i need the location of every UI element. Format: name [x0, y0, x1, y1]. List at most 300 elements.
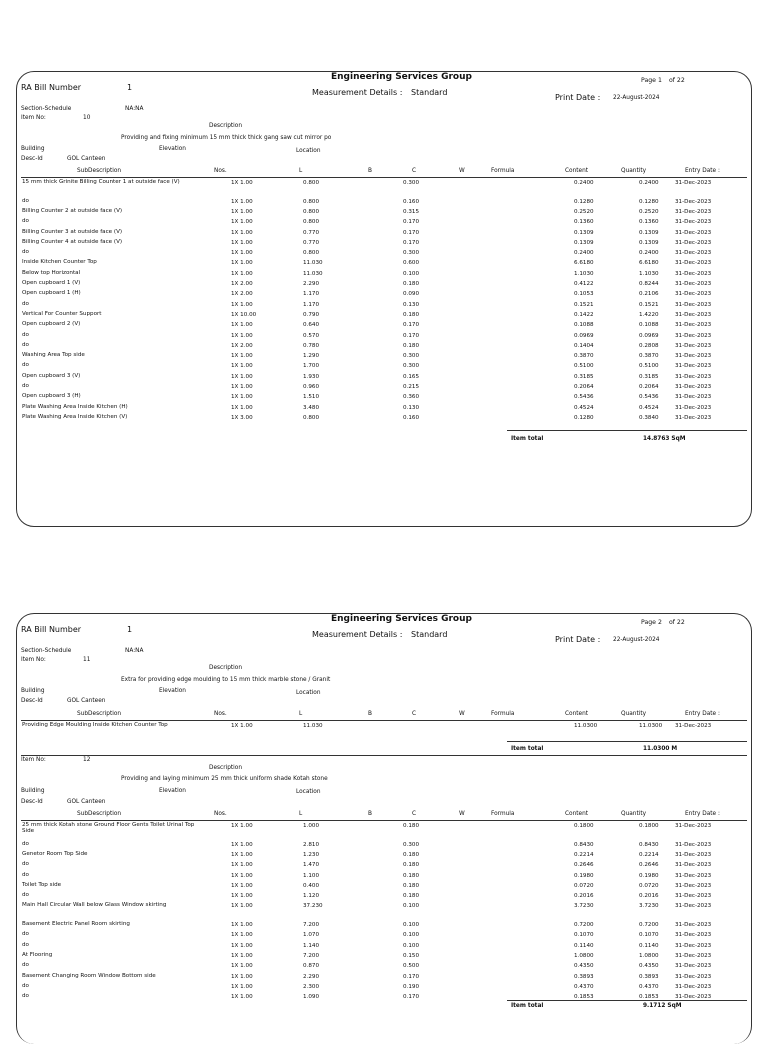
section-value: NA:NA [125, 106, 144, 112]
row-nos: 1X 1.00 [231, 942, 253, 949]
row-c: 0.300 [403, 841, 420, 848]
row-l: 0.870 [303, 963, 320, 970]
row-nos: 1X 1.00 [231, 872, 253, 879]
row-content: 0.1280 [574, 198, 594, 205]
col-formula: Formula [491, 811, 515, 817]
row-content: 0.4122 [574, 281, 594, 287]
row-content: 0.7200 [574, 922, 594, 928]
row-c: 0.180 [403, 872, 420, 879]
print-date-label: Print Date : [555, 93, 601, 102]
row-c: 0.315 [403, 208, 420, 215]
row-l: 1.170 [303, 291, 320, 298]
row-subdescription: do [22, 871, 29, 878]
row-subdescription: Basement Electric Panel Room skirting [22, 921, 130, 927]
page-number: Page 2 [641, 619, 662, 626]
col-quantity: Quantity [621, 711, 647, 717]
row-c: 0.180 [403, 851, 420, 858]
row-content: 0.0969 [574, 332, 594, 339]
location-label: Location [296, 789, 321, 795]
row-quantity: 0.1070 [639, 932, 659, 939]
row-subdescription: Plate Washing Area Inside Kitchen (V) [22, 413, 128, 420]
row-l: 0.770 [303, 239, 320, 246]
row-entry-date: 31-Dec-2023 [675, 963, 712, 970]
row-content: 0.4350 [574, 963, 594, 970]
row-content: 0.0720 [574, 882, 594, 889]
row-c: 0.180 [403, 862, 420, 869]
row-nos: 1X 10.00 [231, 311, 257, 318]
row-l: 0.400 [303, 882, 320, 889]
row-l: 2.290 [303, 281, 320, 287]
row-subdescription: do [22, 892, 29, 899]
row-l: 7.200 [303, 922, 320, 928]
row-subdescription: Genetor Room Top Side [22, 850, 88, 857]
row-entry-date: 31-Dec-2023 [675, 229, 712, 236]
total-divider [507, 430, 747, 431]
row-entry-date: 31-Dec-2023 [675, 250, 712, 257]
row-nos: 1X 1.00 [231, 963, 253, 970]
row-subdescription: Main Hall Circular Wall below Glass Window skirting [22, 902, 167, 909]
row-entry-date: 31-Dec-2023 [675, 983, 712, 990]
row-entry-date: 31-Dec-2023 [675, 180, 712, 186]
table-row [17, 882, 751, 890]
elevation-label: Elevation [159, 146, 186, 152]
row-nos: 1X 1.00 [231, 229, 253, 236]
row-c: 0.300 [403, 353, 420, 360]
row-c: 0.180 [403, 823, 420, 829]
table-row [17, 249, 751, 257]
row-quantity: 0.2400 [639, 250, 659, 257]
row-nos: 1X 1.00 [231, 353, 253, 360]
row-nos: 1X 1.00 [231, 208, 253, 215]
row-entry-date: 31-Dec-2023 [675, 823, 712, 829]
row-entry-date: 31-Dec-2023 [675, 841, 712, 848]
row-nos: 1X 1.00 [231, 332, 253, 339]
row-l: 1.470 [303, 862, 320, 869]
row-nos: 1X 1.00 [231, 932, 253, 939]
row-l: 3.480 [303, 404, 320, 411]
row-content: 0.2400 [574, 180, 594, 186]
col-content: Content [565, 168, 589, 174]
row-c: 0.180 [403, 882, 420, 889]
row-nos: 1X 1.00 [231, 823, 253, 829]
row-c: 0.130 [403, 404, 420, 411]
row-l: 2.810 [303, 841, 320, 848]
row-quantity: 0.1309 [639, 239, 659, 246]
row-nos: 1X 1.00 [231, 882, 253, 889]
column-header-row [17, 811, 751, 819]
row-quantity: 0.1280 [639, 198, 659, 205]
item-total-value: 11.0300 M [643, 746, 678, 752]
row-c: 0.160 [403, 198, 420, 205]
descid-label: Desc-Id [21, 156, 43, 162]
col-formula: Formula [491, 168, 515, 174]
row-l: 1.510 [303, 394, 320, 401]
row-l: 0.800 [303, 180, 320, 186]
col-b: B [368, 168, 372, 174]
row-content: 0.3870 [574, 353, 594, 360]
row-nos: 1X 1.00 [231, 983, 253, 990]
section-label: Section-Schedule [21, 106, 72, 112]
location-label: Location [296, 148, 321, 154]
row-c: 0.360 [403, 394, 420, 401]
row-content: 0.1404 [574, 342, 594, 349]
row-subdescription: Billing Counter 3 at outside face (V) [22, 228, 123, 235]
row-quantity: 0.1360 [639, 219, 659, 226]
description-text: Extra for providing edge moulding to 15 mm thick marble stone / Granit [121, 677, 331, 683]
table-row [17, 921, 751, 929]
row-l: 0.800 [303, 250, 320, 257]
row-quantity: 0.2520 [639, 208, 659, 215]
row-l: 0.640 [303, 322, 320, 329]
row-l: 1.140 [303, 942, 320, 949]
measurement-label: Measurement Details : [312, 630, 403, 639]
row-quantity: 0.3185 [639, 373, 659, 380]
descid-value: GOL Canteen [67, 698, 106, 704]
row-c: 0.600 [403, 260, 420, 267]
col-content: Content [565, 711, 589, 717]
row-content: 6.6180 [574, 260, 594, 267]
row-c: 0.190 [403, 983, 420, 990]
row-entry-date: 31-Dec-2023 [675, 952, 712, 959]
row-entry-date: 31-Dec-2023 [675, 260, 712, 267]
col-quantity: Quantity [621, 168, 647, 174]
row-nos: 1X 1.00 [231, 723, 253, 729]
row-l: 0.800 [303, 414, 320, 421]
row-entry-date: 31-Dec-2023 [675, 281, 712, 287]
col-nos: Nos. [214, 811, 227, 817]
measurement-value: Standard [411, 88, 448, 97]
row-content: 0.1309 [574, 229, 594, 236]
row-subdescription: Open cupboard 1 (V) [22, 280, 81, 286]
print-date-label: Print Date : [555, 635, 601, 644]
row-l: 1.700 [303, 363, 320, 370]
row-entry-date: 31-Dec-2023 [675, 219, 712, 226]
row-content: 11.0300 [574, 723, 598, 729]
row-content: 0.1521 [574, 301, 594, 308]
table-row [17, 404, 751, 412]
page-number: Page 1 [641, 77, 662, 84]
row-content: 0.2064 [574, 384, 594, 390]
row-entry-date: 31-Dec-2023 [675, 239, 712, 246]
row-subdescription: Toilet Top side [22, 881, 62, 888]
item-no-value: 12 [83, 757, 91, 763]
row-c: 0.130 [403, 301, 420, 308]
table-row [17, 822, 751, 834]
col-l: L [299, 811, 303, 817]
row-l: 0.790 [303, 311, 320, 318]
row-subdescription: do [22, 331, 29, 338]
row-c: 0.100 [403, 942, 420, 949]
row-subdescription: 15 mm thick Grinite Billing Counter 1 at outside face (V) [22, 179, 180, 185]
row-l: 1.930 [303, 373, 320, 380]
descid-value: GOL Canteen [67, 799, 106, 805]
item-no-value: 11 [83, 657, 91, 663]
row-content: 0.1980 [574, 872, 594, 879]
row-l: 1.120 [303, 893, 320, 900]
row-nos: 1X 1.00 [231, 270, 253, 277]
col-subdescription: SubDescription [77, 168, 122, 174]
table-row [17, 218, 751, 226]
col-entry-date: Entry Date : [685, 711, 720, 717]
descid-label: Desc-Id [21, 799, 43, 805]
row-l: 2.300 [303, 983, 320, 990]
row-entry-date: 31-Dec-2023 [675, 342, 712, 349]
row-entry-date: 31-Dec-2023 [675, 311, 712, 318]
print-date-value: 22-August-2024 [613, 637, 660, 643]
row-nos: 1X 1.00 [231, 260, 253, 267]
row-entry-date: 31-Dec-2023 [675, 973, 712, 980]
row-l: 1.290 [303, 353, 320, 360]
table-row [17, 208, 751, 216]
row-l: 1.090 [303, 994, 320, 1001]
row-quantity: 0.2646 [639, 862, 659, 869]
row-quantity: 0.2808 [639, 342, 659, 349]
row-c: 0.150 [403, 952, 420, 959]
row-l: 11.030 [303, 260, 323, 267]
col-subdescription: SubDescription [77, 711, 122, 717]
row-content: 0.1360 [574, 219, 594, 226]
row-subdescription: Billing Counter 2 at outside face (V) [22, 207, 123, 214]
row-c: 0.170 [403, 229, 420, 236]
row-l: 11.030 [303, 723, 323, 729]
row-subdescription: Providing Edge Moulding Inside Kitchen Counter Top [22, 722, 168, 728]
row-subdescription: Open cupboard 1 (H) [22, 290, 81, 297]
item-total-value: 14.8763 SqM [643, 436, 686, 442]
row-content: 0.1088 [574, 322, 594, 329]
row-content: 0.4370 [574, 983, 594, 990]
description-label: Description [209, 665, 243, 671]
row-entry-date: 31-Dec-2023 [675, 332, 712, 339]
row-nos: 1X 1.00 [231, 922, 253, 928]
row-quantity: 1.1030 [639, 270, 659, 277]
description-label: Description [209, 123, 243, 129]
row-subdescription: do [22, 300, 29, 307]
row-subdescription: do [22, 249, 29, 256]
row-quantity: 6.6180 [639, 260, 659, 267]
row-quantity: 0.2214 [639, 851, 659, 858]
col-l: L [299, 168, 303, 174]
table-row [17, 259, 751, 267]
row-subdescription: do [22, 362, 29, 369]
item-total-label: Item total [511, 436, 544, 442]
row-content: 0.3893 [574, 973, 594, 980]
row-l: 1.000 [303, 823, 320, 829]
item-total-label: Item total [511, 1003, 544, 1009]
header-divider [21, 720, 747, 721]
row-subdescription: Washing Area Top side [22, 352, 85, 359]
row-content: 0.8430 [574, 841, 594, 848]
descid-value: GOL Canteen [67, 156, 106, 162]
row-l: 0.800 [303, 198, 320, 205]
row-entry-date: 31-Dec-2023 [675, 922, 712, 928]
description-text: Providing and laying minimum 25 mm thick uniform shade Kotah stone [121, 776, 328, 782]
row-content: 0.4524 [574, 404, 594, 411]
row-c: 0.170 [403, 219, 420, 226]
col-l: L [299, 711, 303, 717]
table-row [17, 239, 751, 247]
row-nos: 1X 1.00 [231, 373, 253, 380]
row-quantity: 3.7230 [639, 903, 659, 910]
row-entry-date: 31-Dec-2023 [675, 882, 712, 889]
row-subdescription: do [22, 218, 29, 225]
row-entry-date: 31-Dec-2023 [675, 394, 712, 401]
report-title: Engineering Services Group [331, 614, 472, 624]
location-label: Location [296, 690, 321, 696]
col-w: W [459, 811, 465, 817]
row-entry-date: 31-Dec-2023 [675, 851, 712, 858]
row-nos: 1X 1.00 [231, 952, 253, 959]
row-entry-date: 31-Dec-2023 [675, 353, 712, 360]
table-row [17, 321, 751, 329]
row-entry-date: 31-Dec-2023 [675, 903, 712, 910]
row-quantity: 0.5100 [639, 363, 659, 370]
row-quantity: 1.0800 [639, 952, 659, 959]
row-nos: 1X 1.00 [231, 384, 253, 390]
row-quantity: 0.1980 [639, 872, 659, 879]
item-no-value: 10 [83, 115, 91, 121]
row-quantity: 0.8430 [639, 841, 659, 848]
col-c: C [412, 811, 417, 817]
row-subdescription: Below top Horizontal [22, 269, 81, 276]
row-quantity: 0.2400 [639, 180, 659, 186]
print-date-value: 22-August-2024 [613, 95, 660, 101]
col-subdescription: SubDescription [77, 811, 122, 817]
row-l: 0.960 [303, 384, 320, 390]
table-row [17, 280, 751, 288]
row-nos: 1X 1.00 [231, 363, 253, 370]
row-c: 0.170 [403, 332, 420, 339]
row-entry-date: 31-Dec-2023 [675, 198, 712, 205]
total-divider [507, 741, 747, 742]
row-c: 0.170 [403, 322, 420, 329]
row-entry-date: 31-Dec-2023 [675, 322, 712, 329]
ra-bill-value: 1 [127, 83, 133, 92]
row-nos: 1X 1.00 [231, 322, 253, 329]
row-quantity: 11.0300 [639, 723, 663, 729]
row-l: 2.290 [303, 973, 320, 980]
row-quantity: 0.1140 [639, 942, 659, 949]
row-content: 1.1030 [574, 270, 594, 277]
row-c: 0.170 [403, 239, 420, 246]
page-count: of 22 [669, 77, 685, 84]
table-row [17, 973, 751, 981]
row-nos: 1X 2.00 [231, 281, 253, 287]
row-quantity: 0.0969 [639, 332, 659, 339]
row-nos: 1X 1.00 [231, 394, 253, 401]
row-c: 0.500 [403, 963, 420, 970]
row-nos: 1X 1.00 [231, 198, 253, 205]
row-entry-date: 31-Dec-2023 [675, 893, 712, 900]
section-label: Section-Schedule [21, 648, 72, 654]
item-no-label: Item No: [21, 115, 46, 121]
row-entry-date: 31-Dec-2023 [675, 208, 712, 215]
row-c: 0.100 [403, 922, 420, 928]
row-nos: 1X 1.00 [231, 973, 253, 980]
row-quantity: 0.0720 [639, 882, 659, 889]
building-label: Building [21, 146, 45, 152]
row-c: 0.170 [403, 994, 420, 1001]
ra-bill-label: RA Bill Number [21, 625, 82, 634]
row-subdescription: Open cupboard 2 (V) [22, 321, 81, 328]
row-entry-date: 31-Dec-2023 [675, 942, 712, 949]
row-entry-date: 31-Dec-2023 [675, 373, 712, 380]
row-l: 0.800 [303, 219, 320, 226]
row-c: 0.090 [403, 291, 420, 298]
col-nos: Nos. [214, 168, 227, 174]
row-nos: 1X 1.00 [231, 250, 253, 257]
row-quantity: 0.4370 [639, 983, 659, 990]
item-total-label: Item total [511, 746, 544, 752]
item-total-value: 9.1712 SqM [643, 1003, 682, 1009]
row-l: 0.800 [303, 208, 320, 215]
col-entry-date: Entry Date : [685, 811, 720, 817]
row-quantity: 0.1088 [639, 322, 659, 329]
row-content: 0.1070 [574, 932, 594, 939]
row-content: 0.1280 [574, 414, 594, 421]
building-label: Building [21, 688, 45, 694]
row-quantity: 0.2064 [639, 384, 659, 390]
row-quantity: 0.2106 [639, 291, 659, 298]
table-row [17, 962, 751, 970]
table-row [17, 892, 751, 900]
table-row [17, 902, 751, 910]
row-l: 1.230 [303, 851, 320, 858]
description-text: Providing and fixing minimum 15 mm thick thick gang saw cut mirror po [121, 135, 332, 141]
row-content: 1.0800 [574, 952, 594, 959]
row-content: 0.1053 [574, 291, 594, 298]
row-nos: 1X 2.00 [231, 291, 253, 298]
table-row [17, 851, 751, 859]
row-nos: 1X 3.00 [231, 414, 253, 421]
row-subdescription: 25 mm thick Kotah stone Ground Floor Gents Toilet Urinal Top Side [22, 822, 195, 834]
row-subdescription: do [22, 941, 29, 948]
measurement-value: Standard [411, 630, 448, 639]
report-page-1 [16, 71, 752, 527]
row-l: 0.780 [303, 342, 320, 349]
table-row [17, 931, 751, 939]
row-c: 0.160 [403, 414, 420, 421]
table-row [17, 414, 751, 422]
row-content: 0.1309 [574, 239, 594, 246]
ra-bill-label: RA Bill Number [21, 83, 82, 92]
row-entry-date: 31-Dec-2023 [675, 414, 712, 421]
row-content: 3.7230 [574, 903, 594, 910]
col-c: C [412, 711, 417, 717]
row-nos: 1X 1.00 [231, 404, 253, 411]
row-nos: 1X 2.00 [231, 342, 253, 349]
row-l: 1.070 [303, 932, 320, 939]
row-entry-date: 31-Dec-2023 [675, 404, 712, 411]
row-c: 0.100 [403, 270, 420, 277]
row-entry-date: 31-Dec-2023 [675, 932, 712, 939]
row-entry-date: 31-Dec-2023 [675, 872, 712, 879]
total-divider [507, 1000, 747, 1001]
col-w: W [459, 168, 465, 174]
col-nos: Nos. [214, 711, 227, 717]
elevation-label: Elevation [159, 688, 186, 694]
table-row [17, 952, 751, 960]
row-entry-date: 31-Dec-2023 [675, 270, 712, 277]
measurement-label: Measurement Details : [312, 88, 403, 97]
row-c: 0.180 [403, 342, 420, 349]
row-content: 0.2016 [574, 893, 594, 900]
row-entry-date: 31-Dec-2023 [675, 301, 712, 308]
column-header-row [17, 711, 751, 719]
table-row [17, 270, 751, 278]
row-c: 0.170 [403, 973, 420, 980]
row-l: 7.200 [303, 952, 320, 959]
col-b: B [368, 711, 372, 717]
